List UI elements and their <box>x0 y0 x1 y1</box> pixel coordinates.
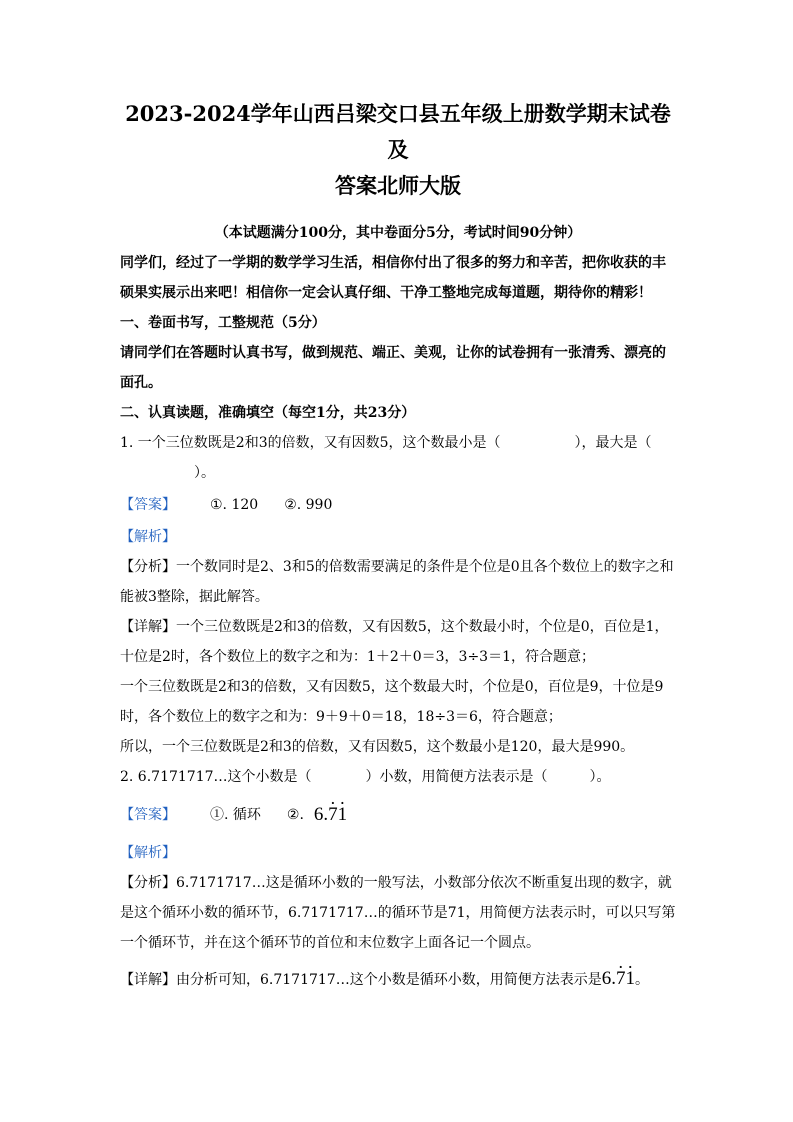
q2-detail-end: 。 <box>634 972 649 988</box>
q1-detail-p1: 一个三位数既是2和3的倍数，又有因数5，这个数最小时，个位是0，百位是1，十位是2时，各个数位上的数字之和为：1＋2＋0＝3，3÷3＝1，符合题意； <box>120 619 669 665</box>
q1-text-b: ），最大是（ <box>574 435 652 451</box>
q2-detail-text: 由分析可知，6.7171717…这个小数是循环小数，用简便方法表示是 <box>176 972 602 988</box>
q1-detail <box>120 612 676 672</box>
q1-answer-2: ②. 990 <box>284 497 333 513</box>
q2-answer-dotted-digit-1: · 7 <box>328 800 338 830</box>
q1-answer-tag: 【答案】 <box>120 497 176 513</box>
q2-detail-int: 6. <box>601 968 616 989</box>
q1-answer-1: ①. 120 <box>210 497 259 513</box>
section1-text: 请同学们在答题时认真书写，做到规范、端正、美观，让你的试卷拥有一张清秀、漂亮的面孔。 <box>120 345 666 391</box>
q1-analysis-tag: 【分析】 <box>120 559 176 575</box>
q2-answer-dotted-digit-2: · 1 <box>338 800 348 830</box>
q2-detail-tag: 【详解】 <box>120 972 176 988</box>
q2-detail <box>120 964 676 995</box>
q1-detail-tag: 【详解】 <box>120 619 176 635</box>
document-page <box>120 96 676 995</box>
question-2 <box>120 762 676 792</box>
q1-detail-p2: 一个三位数既是2和3的倍数，又有因数5，这个数最大时，个位是0，百位是9，十位是9时，各个数位上的数字之和为：9＋9＋0＝18，18÷3＝6，符合题意； <box>120 679 664 725</box>
document-title-line1: 2023-2024学年山西吕梁交口县五年级上册数学期末试卷及 <box>125 101 671 162</box>
q2-analysis-tag: 【分析】 <box>120 875 176 891</box>
q1-text-a: 1. 一个三位数既是2和3的倍数，又有因数5，这个数最小是（ <box>120 435 501 451</box>
q2-answer-2-repeating-decimal <box>314 800 347 830</box>
q1-answer-row <box>120 490 676 520</box>
q1-text-c: ）。 <box>194 465 215 481</box>
section1-heading: 一、卷面书写，工整规范（5分） <box>120 315 326 331</box>
q2-answer-2-label: ②. <box>286 807 304 823</box>
intro-paragraph: 同学们，经过了一学期的数学学习生活，相信你付出了很多的努力和辛苦，把你收获的丰硕果实展示出来吧！相信你一定会认真仔细、干净工整地完成每道题，期待你的精彩！ <box>120 255 666 301</box>
q2-detail-dotted-digit-2: · 1 <box>625 964 635 994</box>
q2-text-c: ）。 <box>589 769 611 785</box>
q2-detail-repeating-decimal <box>602 968 635 989</box>
q2-detail-dotted-digit-1: · 7 <box>616 964 626 994</box>
q1-analysis-text: 一个数同时是2、3和5的倍数需要满足的条件是个位是0且各个数位上的数字之和能被3整除，据此解答。 <box>120 559 674 605</box>
q2-answer-tag: 【答案】 <box>120 807 176 823</box>
q2-text-a: 2. 6.7171717…这个小数是（ <box>120 769 312 785</box>
q2-analysis-heading: 【解析】 <box>120 845 176 861</box>
q1-analysis <box>120 552 676 612</box>
q2-answer-1: ①. 循环 <box>210 807 261 823</box>
q1-analysis-heading: 【解析】 <box>120 529 176 545</box>
q1-detail-p3: 所以，一个三位数既是2和3的倍数，又有因数5，这个数最小是120，最大是990。 <box>120 739 635 755</box>
q2-analysis <box>120 868 676 958</box>
document-title-line2: 答案北师大版 <box>335 173 461 198</box>
q2-answer-int: 6. <box>313 804 329 825</box>
q2-answer-row <box>120 800 676 830</box>
exam-note: （本试题满分100分，其中卷面分5分，考试时间90分钟） <box>214 225 582 241</box>
q2-analysis-text: 6.7171717…这是循环小数的一般写法，小数部分依次不断重复出现的数字，就是这个循环小数的循环节，6.7171717…的循环节是71，用简便方法表示时，可以只写第一个循环节，并在这个循环节的首位和末位数字上面各记一个圆点。 <box>120 875 676 951</box>
section2-heading: 二、认真读题，准确填空（每空1分，共23分） <box>120 405 416 421</box>
q2-text-b: ）小数，用简便方法表示是（ <box>365 769 548 785</box>
question-1 <box>120 428 676 488</box>
